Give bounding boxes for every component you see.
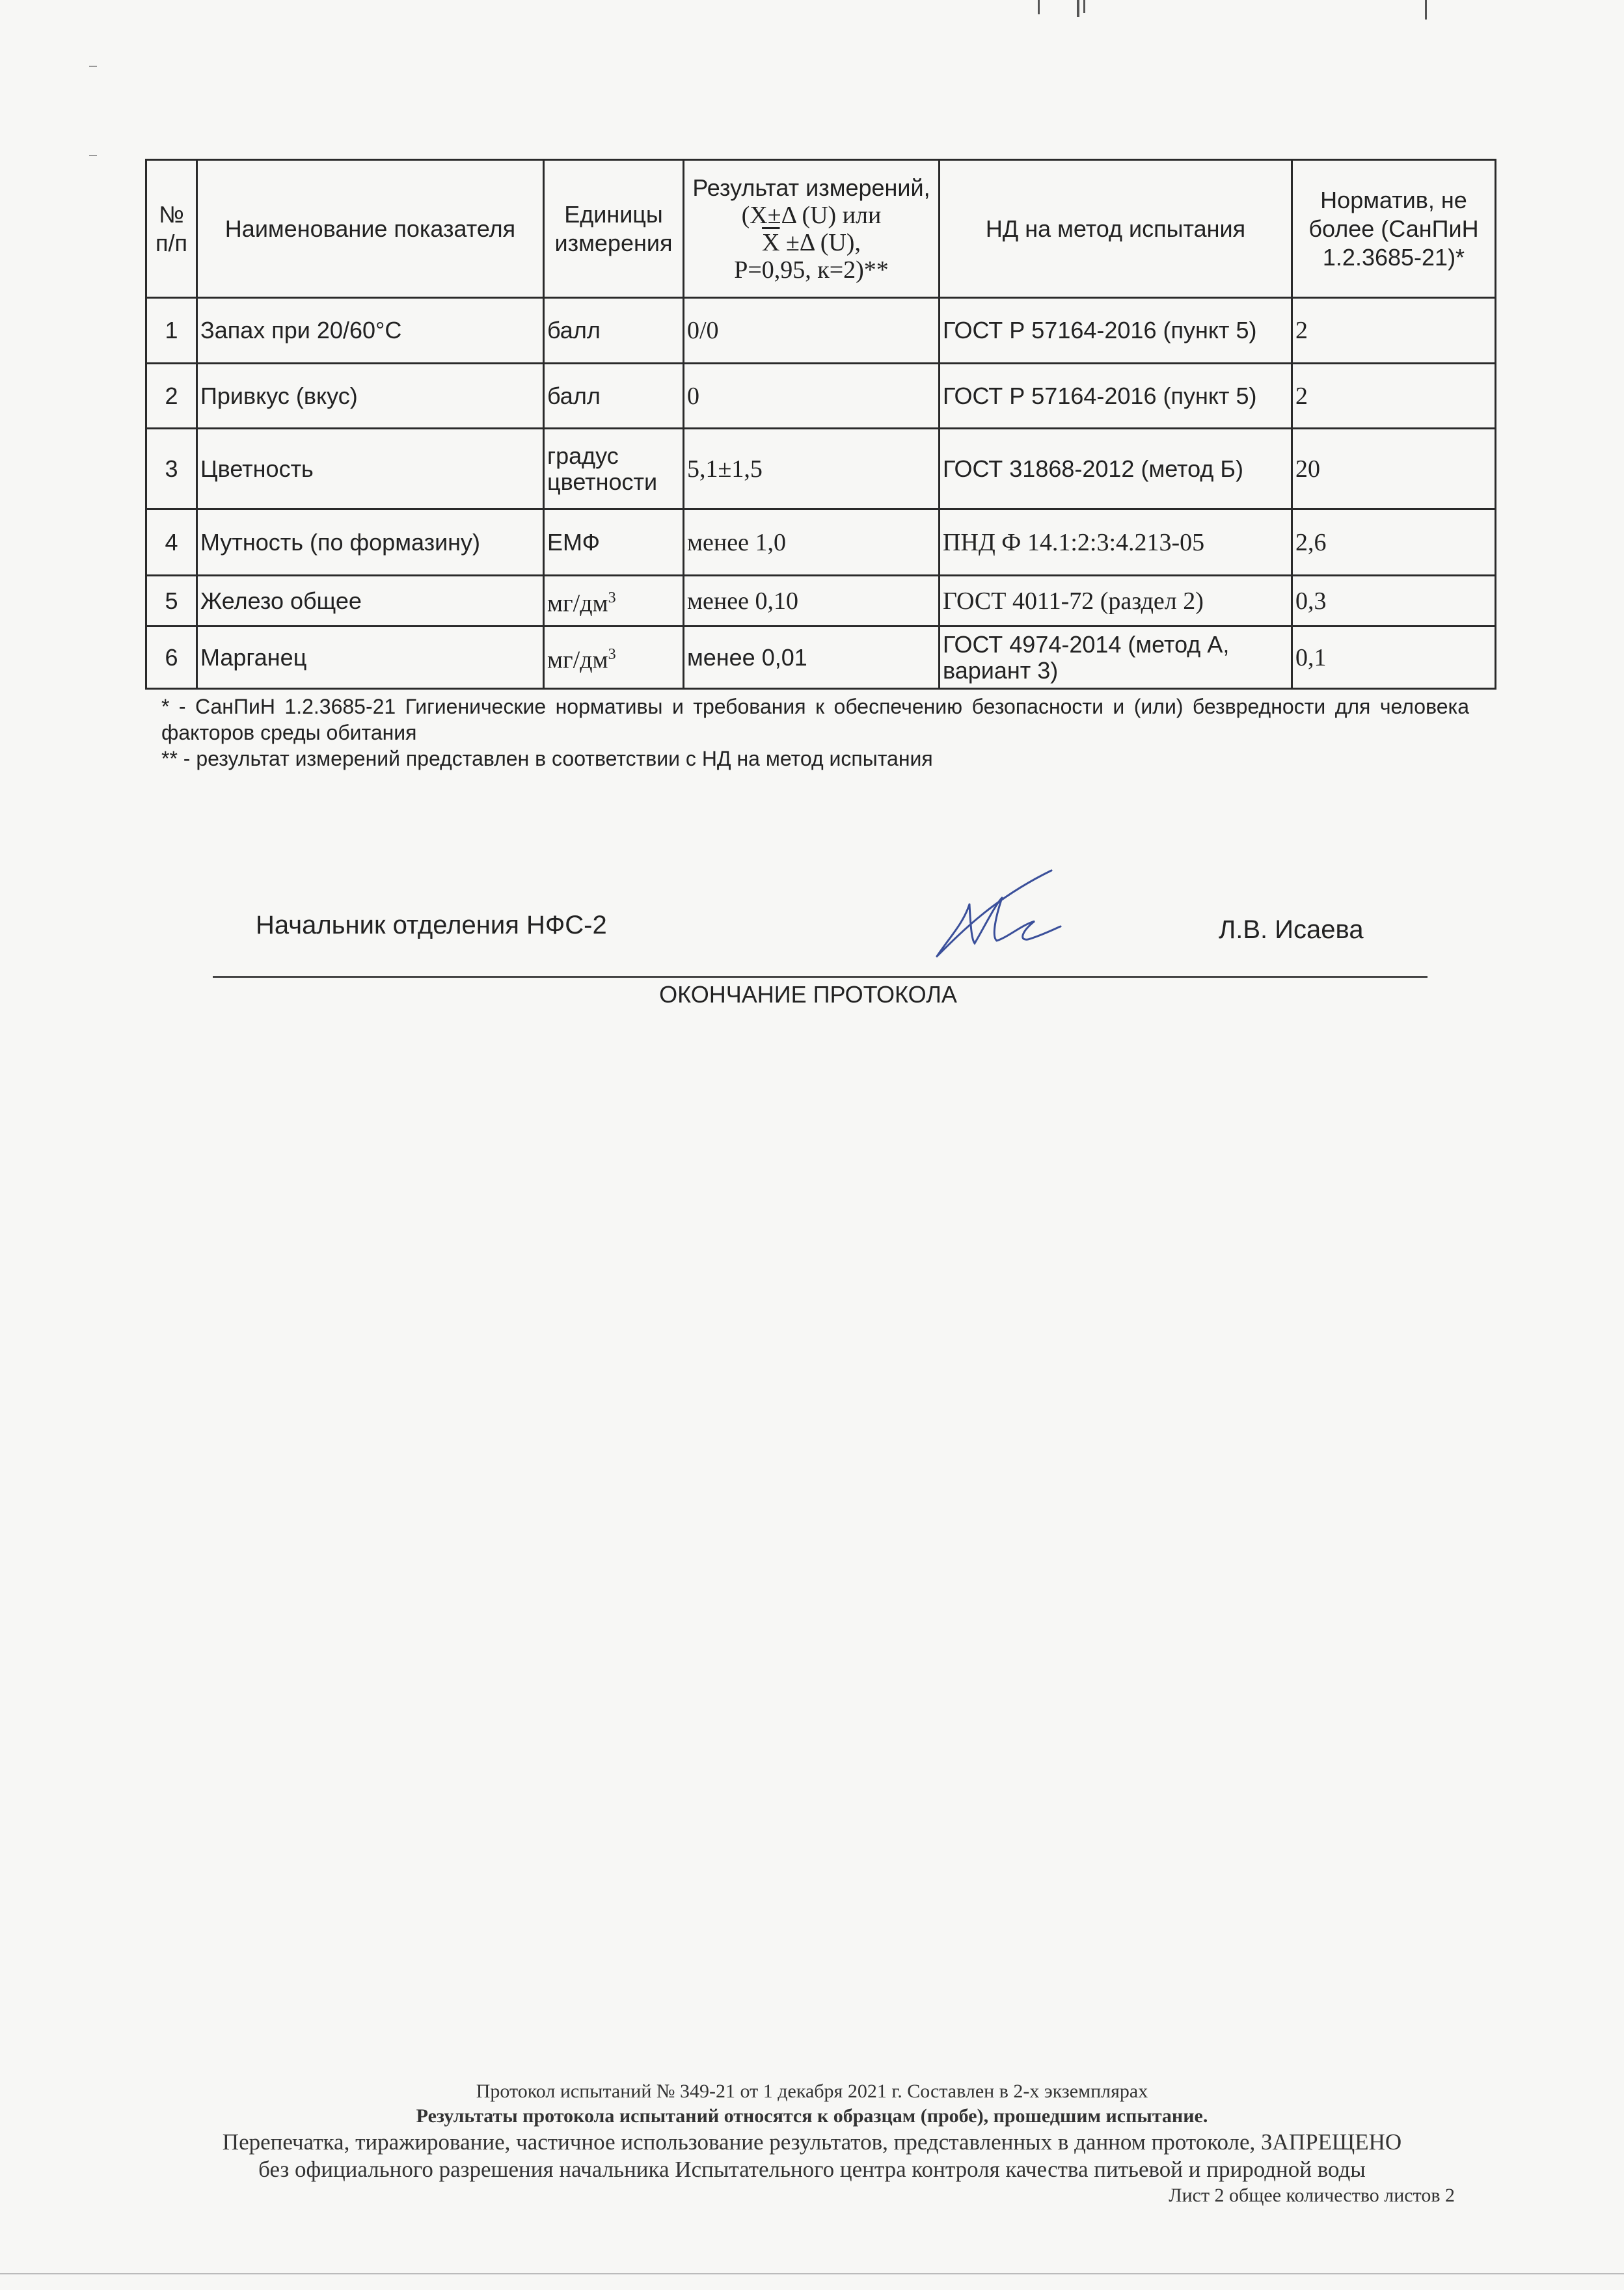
row-num: 1: [146, 298, 197, 364]
signature-divider: [213, 976, 1428, 978]
scan-mark: [1077, 0, 1079, 17]
x-bar: $\overline{X}$: [762, 228, 780, 256]
table-header-row: [146, 160, 1496, 298]
table-row: [146, 626, 1496, 689]
header-result-line3-rest: ±Δ (U),: [779, 228, 861, 256]
scan-edge-line: [0, 2273, 1624, 2274]
row-method: ГОСТ 31868-2012 (метод Б): [940, 429, 1292, 509]
header-num: № п/п: [146, 160, 197, 298]
header-result-line2: (X±Δ (U) или: [741, 201, 882, 229]
row-name: Цветность: [197, 429, 544, 509]
row-name: Марганец: [197, 626, 544, 689]
row-units-text: мг/дм: [547, 589, 608, 617]
row-name: Железо общее: [197, 576, 544, 626]
protocol-end-mark: [0, 981, 1624, 1008]
row-name: Запах при 20/60°С: [197, 298, 544, 364]
signatory-title: Начальник отделения НФС-2: [256, 911, 607, 939]
header-norm: Норматив, не более (СанПиН 1.2.3685-21)*: [1292, 160, 1496, 298]
header-result-line4: P=0,95, к=2)**: [734, 256, 889, 284]
header-result-line1: Результат измерений,: [692, 174, 930, 201]
row-num: 4: [146, 509, 197, 576]
table-row: [146, 364, 1496, 429]
row-norm: 0,1: [1292, 626, 1496, 689]
row-result: 0: [684, 364, 940, 429]
row-units: балл: [544, 298, 684, 364]
row-num: 2: [146, 364, 197, 429]
scan-mark: [1038, 0, 1040, 14]
row-units: балл: [544, 364, 684, 429]
footer-copy-restriction: Перепечатка, тиражирование, частичное использование результатов, представленных в данном протоколе, ЗАПРЕЩЕНО: [222, 2129, 1402, 2155]
table-row: [146, 298, 1496, 364]
row-result: 5,1±1,5: [684, 429, 940, 509]
header-units: Единицы измерения: [544, 160, 684, 298]
results-table: [145, 159, 1496, 690]
row-units: [544, 576, 684, 626]
row-result: менее 0,10: [684, 576, 940, 626]
row-num: 6: [146, 626, 197, 689]
table-row: [146, 509, 1496, 576]
row-norm: 20: [1292, 429, 1496, 509]
row-norm: 2,6: [1292, 509, 1496, 576]
row-num: 5: [146, 576, 197, 626]
scan-mark: [89, 66, 97, 67]
row-units: градус цветности: [544, 429, 684, 509]
row-units: ЕМФ: [544, 509, 684, 576]
row-method: ГОСТ Р 57164-2016 (пункт 5): [940, 298, 1292, 364]
footnotes: [161, 694, 1469, 772]
header-method: НД на метод испытания: [940, 160, 1292, 298]
row-units-text: мг/дм: [547, 646, 608, 674]
row-result: менее 1,0: [684, 509, 940, 576]
header-result: [684, 160, 940, 298]
footer-sheet-count: Лист 2 общее количество листов 2: [1169, 2185, 1455, 2206]
footnote-sanpin: * - СанПиН 1.2.3685-21 Гигиенические нормативы и требования к обеспечению безопасности и (или) безвредности для человека факторов среды обитания: [161, 695, 1469, 744]
handwritten-signature: [924, 859, 1080, 969]
row-units: [544, 626, 684, 689]
row-norm: 2: [1292, 298, 1496, 364]
row-norm: 2: [1292, 364, 1496, 429]
row-method: ГОСТ 4974-2014 (метод А, вариант 3): [940, 626, 1292, 689]
row-method: ГОСТ Р 57164-2016 (пункт 5): [940, 364, 1292, 429]
header-result-line3: [687, 229, 936, 256]
scan-mark: [89, 155, 97, 156]
signatory-name: Л.В. Исаева: [1219, 915, 1364, 944]
protocol-end-text: ОКОНЧАНИЕ ПРОТОКОЛА: [659, 981, 957, 1008]
row-result: 0/0: [684, 298, 940, 364]
table-row: [146, 429, 1496, 509]
footnote-result: ** - результат измерений представлен в соответствии с НД на метод испытания: [161, 747, 933, 770]
table-row: [146, 576, 1496, 626]
row-norm: 0,3: [1292, 576, 1496, 626]
footer-protocol-line: Протокол испытаний № 349-21 от 1 декабря 2021 г. Составлен в 2-х экземплярах: [476, 2081, 1148, 2102]
row-units-sup: 3: [608, 589, 616, 607]
row-name: Мутность (по формазину): [197, 509, 544, 576]
scan-mark: [1083, 0, 1085, 13]
row-result: менее 0,01: [684, 626, 940, 689]
header-name: Наименование показателя: [197, 160, 544, 298]
row-method: ГОСТ 4011-72 (раздел 2): [940, 576, 1292, 626]
row-method: ПНД Ф 14.1:2:3:4.213-05: [940, 509, 1292, 576]
row-units-sup: 3: [608, 646, 616, 664]
scan-mark: [1425, 0, 1427, 20]
footer-permission-line: без официального разрешения начальника Испытательного центра контроля качества питьевой и природной воды: [258, 2157, 1366, 2182]
footer-results-note: Результаты протокола испытаний относятся к образцам (пробе), прошедшим испытание.: [416, 2105, 1208, 2127]
row-num: 3: [146, 429, 197, 509]
page-footer: [0, 2079, 1624, 2208]
row-name: Привкус (вкус): [197, 364, 544, 429]
